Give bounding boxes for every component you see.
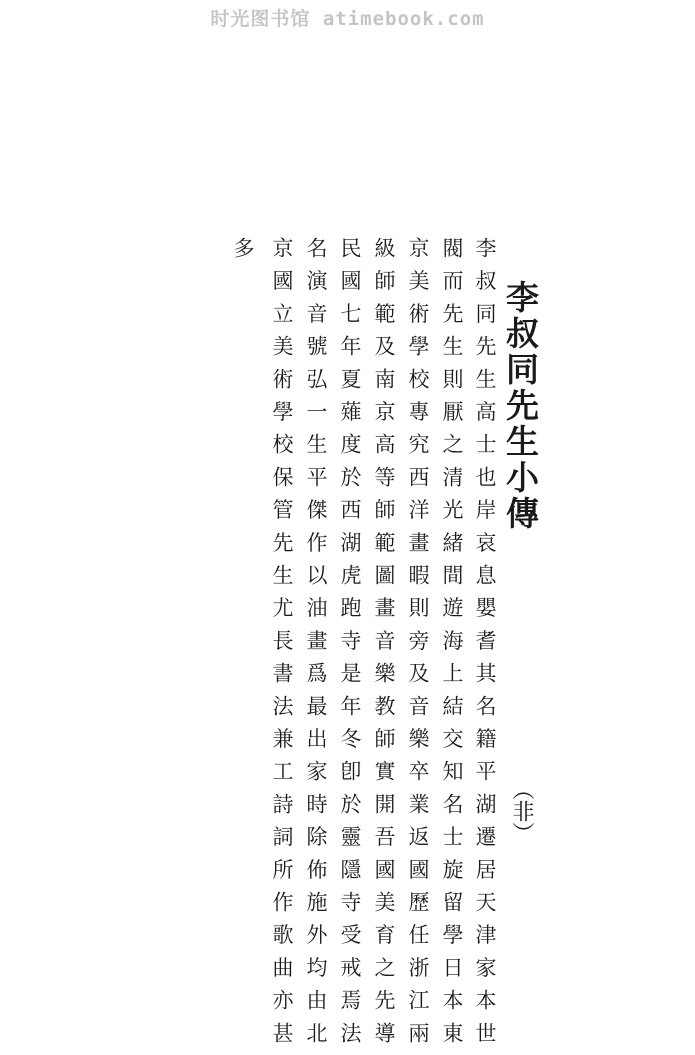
watermark: 时光图书馆 atimebook.com xyxy=(210,8,485,30)
text-column-5: 民國七年夏薙度於西湖虎跑寺是年冬卽於靈隱寺受戒焉法 xyxy=(338,237,362,1055)
text-column-1: 李叔同先生高士也岸哀息嬰耆其名籍平湖遷居天津家本世 xyxy=(473,237,497,1055)
section-mark: （非） xyxy=(509,778,534,844)
text-column-4: 級師範及南京高等師範圖畫音樂教師實開吾國美育之先導 xyxy=(372,237,396,1055)
text-column-3: 京美術學校專究西洋畫暇則旁及音樂卒業返國歷任浙江兩 xyxy=(406,237,430,1055)
text-column-6: 名演音號弘一生平傑作以油畫爲最出家時除佈施外均由北 xyxy=(304,237,328,1055)
page-title: 李叔同先生小傳 xyxy=(501,280,540,532)
text-column-7: 京國立美術學校保管先生尤長書法兼工詩詞所作歌曲亦甚 xyxy=(270,237,294,1055)
text-column-8: 多 xyxy=(231,237,255,270)
text-column-2: 閥而先生則厭之清光緒間遊海上結交知名士旋留學日本東 xyxy=(440,237,464,1055)
